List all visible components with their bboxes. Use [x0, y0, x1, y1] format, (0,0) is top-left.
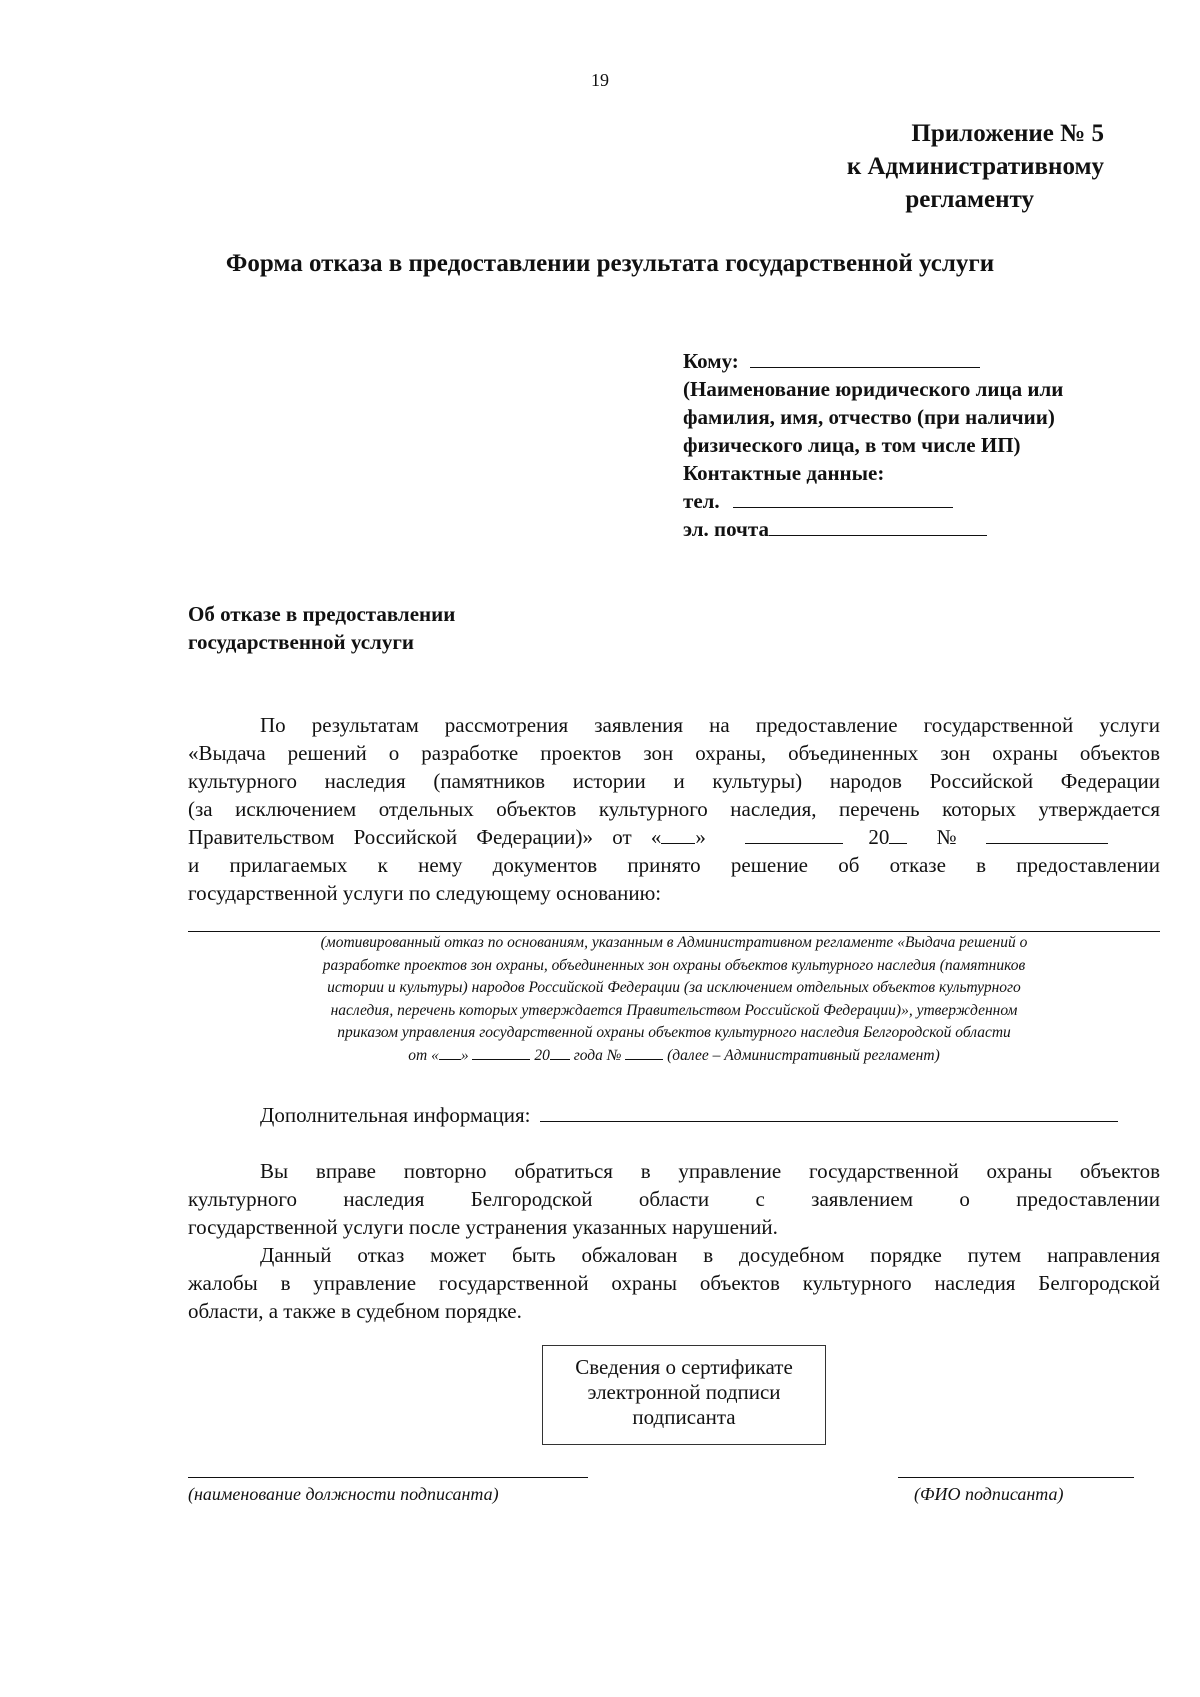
decision-month-field[interactable] — [745, 825, 843, 844]
decision-day-field[interactable] — [661, 825, 695, 844]
certificate-line-3: подписанта — [632, 1405, 736, 1429]
appendix-line-3: регламенту — [905, 186, 1034, 213]
rights-line-2: культурного наследия Белгородской области с заявлением о предоставлении — [188, 1187, 1160, 1211]
additional-info-label: Дополнительная информация: — [260, 1103, 531, 1127]
footnote-line-4: наследия, перечень которых утверждается Правительством Российской Федерации)», утвержденном — [330, 1001, 1018, 1019]
footnote-month-blank — [472, 1045, 530, 1060]
recipient-contacts-label: Контактные данные: — [683, 461, 885, 485]
footnote-quote-close: » — [460, 1046, 469, 1064]
appeal-line-2: жалобы в управление государственной охраны объектов культурного наследия Белгородской — [188, 1271, 1160, 1295]
decision-line-5 — [188, 823, 1160, 851]
footnote-line-1: (мотивированный отказ по основаниям, указанным в Административном регламенте «Выдача решений о — [320, 934, 1028, 951]
rights-paragraph — [188, 1157, 1160, 1241]
decision-number-field[interactable] — [986, 825, 1108, 844]
subject-block — [188, 600, 588, 656]
appeal-line-3: области, а также в судебном порядке. — [188, 1299, 522, 1323]
reason-footnote — [188, 932, 1160, 1067]
signer-position-field[interactable] — [188, 1477, 588, 1478]
decision-line-5-text: Правительством Российской Федерации)» от « — [188, 825, 662, 849]
recipient-to-row — [683, 347, 1143, 375]
appendix-header — [744, 117, 1104, 216]
decision-line-1-text: По результатам рассмотрения заявления на предоставление государственной услуги — [260, 713, 1160, 737]
footnote-year-number-label: года № — [573, 1046, 622, 1064]
decision-line-4: (за исключением отдельных объектов культурного наследия, перечень которых утверждается — [188, 797, 1160, 821]
appendix-line-1: Приложение № 5 — [911, 120, 1104, 147]
footnote-line-6 — [188, 1045, 1160, 1068]
decision-number-sign: № — [936, 825, 957, 849]
recipient-phone-row — [683, 487, 1143, 515]
recipient-to-label: Кому: — [683, 349, 739, 373]
recipient-name-field[interactable] — [750, 347, 980, 368]
recipient-phone-field[interactable] — [733, 487, 953, 508]
signer-position-label: (наименование должности подписанта) — [188, 1484, 499, 1504]
footnote-number-blank — [625, 1045, 663, 1060]
additional-info-field[interactable] — [540, 1103, 1118, 1122]
signer-name-field[interactable] — [898, 1477, 1134, 1478]
rights-line-3: государственной услуги после устранения указанных нарушений. — [188, 1215, 778, 1239]
footnote-year-blank — [550, 1045, 570, 1060]
recipient-name-hint-3: физического лица, в том числе ИП) — [683, 433, 1021, 457]
recipient-name-hint-2: фамилия, имя, отчество (при наличии) — [683, 405, 1055, 429]
signer-name-label: (ФИО подписанта) — [914, 1484, 1064, 1504]
subject-line-1: Об отказе в предоставлении — [188, 602, 456, 626]
rights-line-1-text: Вы вправе повторно обратиться в управление государственной охраны объектов — [260, 1159, 1160, 1183]
decision-year-field[interactable] — [889, 825, 907, 844]
footnote-line-3: истории и культуры) народов Российской Федерации (за исключением отдельных объектов культурного — [327, 979, 1021, 996]
decision-line-3: культурного наследия (памятников истории и культуры) народов Российской Федерации — [188, 769, 1160, 793]
appendix-line-2: к Административному — [846, 153, 1104, 180]
recipient-email-label: эл. почта — [683, 517, 769, 541]
subject-line-2: государственной услуги — [188, 630, 414, 654]
decision-quote-close: » — [695, 825, 706, 849]
recipient-email-field[interactable] — [769, 515, 987, 536]
appeal-paragraph — [188, 1241, 1160, 1325]
decision-line-6: и прилагаемых к нему документов принято решение об отказе в предоставлении — [188, 853, 1160, 877]
decision-paragraph — [188, 711, 1160, 907]
appeal-line-1 — [188, 1241, 1160, 1269]
rights-line-1 — [188, 1157, 1160, 1185]
footnote-year-prefix: 20 — [534, 1046, 550, 1064]
footnote-day-blank — [439, 1045, 461, 1060]
decision-year-prefix: 20 — [868, 825, 890, 849]
recipient-block — [683, 347, 1143, 543]
decision-line-2: «Выдача решений о разработке проектов зон охраны, объединенных зон охраны объектов — [188, 741, 1160, 765]
certificate-line-2: электронной подписи — [587, 1380, 781, 1404]
footnote-from-label: от « — [408, 1046, 439, 1064]
recipient-phone-label: тел. — [683, 489, 720, 513]
footnote-line-5: приказом управления государственной охраны объектов культурного наследия Белгородской области — [337, 1024, 1011, 1041]
recipient-email-row — [683, 515, 1143, 543]
recipient-name-hint-1: (Наименование юридического лица или — [683, 377, 1064, 401]
certificate-line-1: Сведения о сертификате — [575, 1355, 793, 1379]
page-number: 19 — [591, 70, 609, 90]
footnote-hereinafter: (далее – Административный регламент) — [667, 1046, 940, 1064]
decision-line-1 — [188, 711, 1160, 739]
signature-certificate-box — [542, 1345, 826, 1445]
decision-line-7: государственной услуги по следующему основанию: — [188, 881, 662, 905]
form-title: Форма отказа в предоставлении результата государственной услуги — [225, 250, 995, 277]
appeal-line-1-text: Данный отказ может быть обжалован в досудебном порядке путем направления — [260, 1243, 1160, 1267]
footnote-line-2: разработке проектов зон охраны, объединенных зон охраны объектов культурного наследия (памятников — [322, 956, 1026, 974]
additional-info-row — [260, 1101, 1118, 1129]
